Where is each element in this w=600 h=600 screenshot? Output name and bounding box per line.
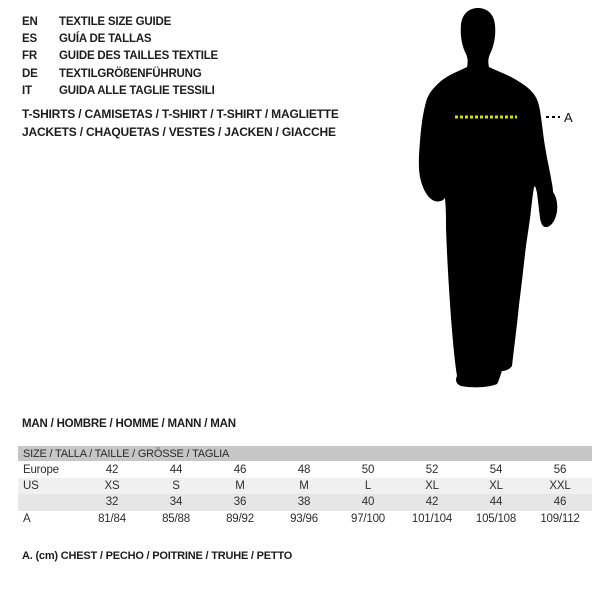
section-title-man: MAN / HOMBRE / HOMME / MANN / MAN bbox=[22, 418, 236, 430]
language-label: GUÍA DE TALLAS bbox=[59, 33, 152, 46]
language-code: IT bbox=[22, 85, 32, 98]
size-cell: 46 bbox=[553, 496, 567, 509]
size-cell: 52 bbox=[425, 464, 439, 477]
language-row bbox=[22, 48, 218, 65]
language-label: GUIDA ALLE TAGLIE TESSILI bbox=[59, 85, 215, 98]
man-silhouette-figure bbox=[400, 0, 600, 400]
size-cell: XS bbox=[104, 480, 120, 493]
size-cell: 81/84 bbox=[98, 512, 126, 525]
size-cell: 34 bbox=[169, 496, 183, 509]
language-code: FR bbox=[22, 50, 37, 63]
size-cell: 38 bbox=[297, 496, 311, 509]
language-row bbox=[22, 65, 218, 82]
size-cell: 56 bbox=[553, 464, 567, 477]
garment-categories bbox=[22, 107, 339, 142]
language-label: TEXTILGRÖßENFÜHRUNG bbox=[59, 67, 202, 80]
category-tshirts: T-SHIRTS / CAMISETAS / T-SHIRT / T-SHIRT / MAGLIETTE bbox=[22, 107, 339, 121]
language-row bbox=[22, 83, 218, 100]
man-silhouette-shape bbox=[419, 8, 557, 387]
row-label: Europe bbox=[23, 464, 59, 477]
size-table bbox=[18, 446, 592, 527]
row-label: US bbox=[23, 480, 39, 493]
size-cell: 42 bbox=[105, 464, 119, 477]
table-row-europe bbox=[18, 462, 592, 478]
size-cell: XL bbox=[489, 480, 503, 493]
language-row bbox=[22, 13, 218, 30]
size-cell: 89/92 bbox=[226, 512, 254, 525]
size-cell: 54 bbox=[489, 464, 503, 477]
language-code: EN bbox=[22, 15, 38, 28]
language-label: GUIDE DES TAILLES TEXTILE bbox=[59, 50, 218, 63]
size-cell: 109/112 bbox=[540, 512, 580, 525]
category-jackets: JACKETS / CHAQUETAS / VESTES / JACKEN / GIACCHE bbox=[22, 124, 336, 139]
size-cell: 44 bbox=[489, 496, 503, 509]
size-cell: M bbox=[299, 480, 309, 493]
table-row-numeric bbox=[18, 494, 592, 510]
table-row-us bbox=[18, 478, 592, 494]
language-row bbox=[22, 30, 218, 47]
size-cell: XXL bbox=[549, 480, 571, 493]
language-code: ES bbox=[22, 33, 37, 46]
size-table-header: SIZE / TALLA / TAILLE / GRÖSSE / TAGLIA bbox=[18, 446, 592, 462]
language-list bbox=[22, 13, 218, 100]
size-cell: 36 bbox=[233, 496, 247, 509]
table-row-chest-cm bbox=[18, 511, 592, 527]
language-label: TEXTILE SIZE GUIDE bbox=[59, 15, 172, 28]
measure-label-a: A bbox=[564, 110, 573, 125]
size-cell: 105/108 bbox=[475, 512, 517, 525]
size-cell: 48 bbox=[297, 464, 311, 477]
size-cell: 44 bbox=[169, 464, 183, 477]
measurement-footnote: A. (cm) CHEST / PECHO / POITRINE / TRUHE / PETTO bbox=[22, 550, 293, 562]
row-label: A bbox=[23, 512, 31, 525]
man-silhouette-svg bbox=[400, 0, 600, 400]
language-code: DE bbox=[22, 67, 38, 80]
size-cell: 32 bbox=[105, 496, 119, 509]
size-cell: M bbox=[235, 480, 245, 493]
size-cell: 101/104 bbox=[411, 512, 453, 525]
size-cell: 97/100 bbox=[351, 512, 385, 525]
size-cell: 40 bbox=[361, 496, 375, 509]
size-cell: 46 bbox=[233, 464, 247, 477]
size-cell: S bbox=[172, 480, 180, 493]
size-cell: L bbox=[364, 480, 372, 493]
size-cell: XL bbox=[425, 480, 439, 493]
size-cell: 85/88 bbox=[162, 512, 190, 525]
size-cell: 50 bbox=[361, 464, 375, 477]
size-cell: 42 bbox=[425, 496, 439, 509]
size-cell: 93/96 bbox=[290, 512, 318, 525]
